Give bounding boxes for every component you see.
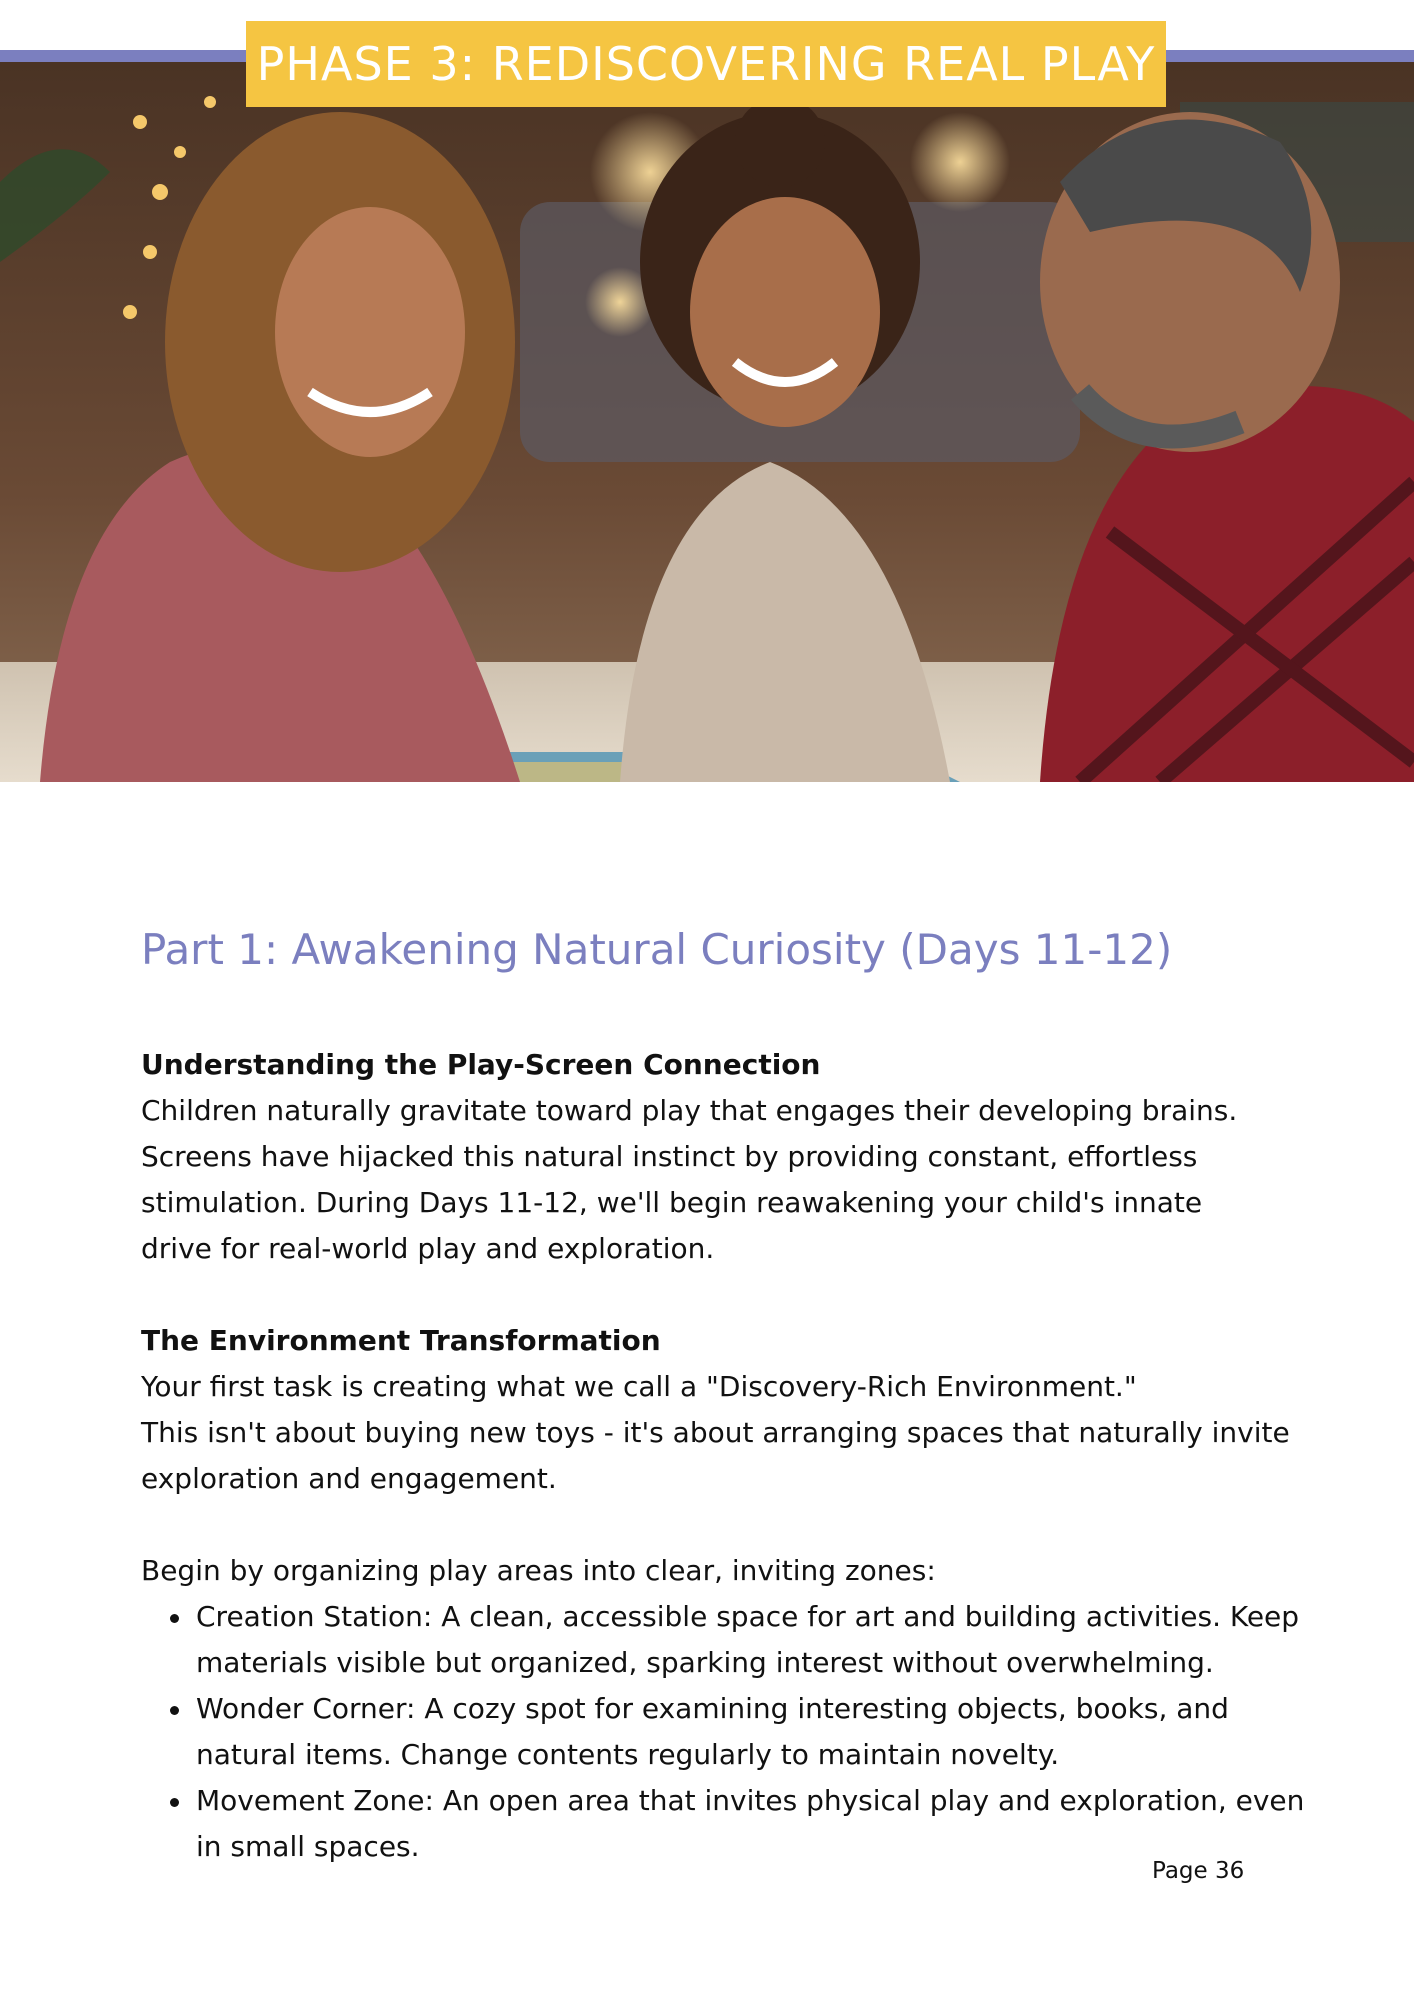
hero-photo	[0, 62, 1414, 782]
section-heading-connection: Understanding the Play-Screen Connection	[141, 1048, 821, 1081]
connection-line-3: stimulation. During Days 11-12, we'll begin reawakening your child's innate	[141, 1186, 1203, 1219]
zones-list	[141, 1594, 1321, 1870]
zone-line: materials visible but organized, sparking interest without overwhelming.	[196, 1646, 1214, 1679]
connection-line-4: drive for real-world play and exploration.	[141, 1232, 715, 1265]
spacer	[141, 1502, 1321, 1548]
zone-line: in small spaces.	[196, 1830, 420, 1863]
section-heading-environment: The Environment Transformation	[141, 1324, 661, 1357]
connection-line-1: Children naturally gravitate toward play that engages their developing brains.	[141, 1094, 1238, 1127]
family-photo-illustration	[0, 62, 1414, 782]
environment-line-3: exploration and engagement.	[141, 1462, 557, 1495]
list-item	[196, 1778, 1321, 1870]
phase-banner	[246, 21, 1166, 107]
connection-line-2: Screens have hijacked this natural instinct by providing constant, effortless	[141, 1140, 1198, 1173]
zone-line: Wonder Corner: A cozy spot for examining interesting objects, books, and	[196, 1692, 1229, 1725]
environment-line-1: Your first task is creating what we call a "Discovery-Rich Environment."	[141, 1370, 1137, 1403]
zone-line: Creation Station: A clean, accessible space for art and building activities. Keep	[196, 1600, 1300, 1633]
environment-line-2: This isn't about buying new toys - it's about arranging spaces that naturally invite	[141, 1416, 1290, 1449]
zones-intro: Begin by organizing play areas into clear, inviting zones:	[141, 1554, 936, 1587]
zone-line: Movement Zone: An open area that invites physical play and exploration, even	[196, 1784, 1305, 1817]
list-item	[196, 1686, 1321, 1778]
spacer	[141, 980, 1321, 1042]
zone-line: natural items. Change contents regularly to maintain novelty.	[196, 1738, 1060, 1771]
phase-banner-label: PHASE 3: REDISCOVERING REAL PLAY	[256, 37, 1156, 91]
page-content	[141, 920, 1321, 1870]
page-number: Page 36	[1152, 1858, 1245, 1884]
spacer	[141, 1272, 1321, 1318]
part-title: Part 1: Awakening Natural Curiosity (Days 11-12)	[141, 925, 1173, 974]
list-item	[196, 1594, 1321, 1686]
